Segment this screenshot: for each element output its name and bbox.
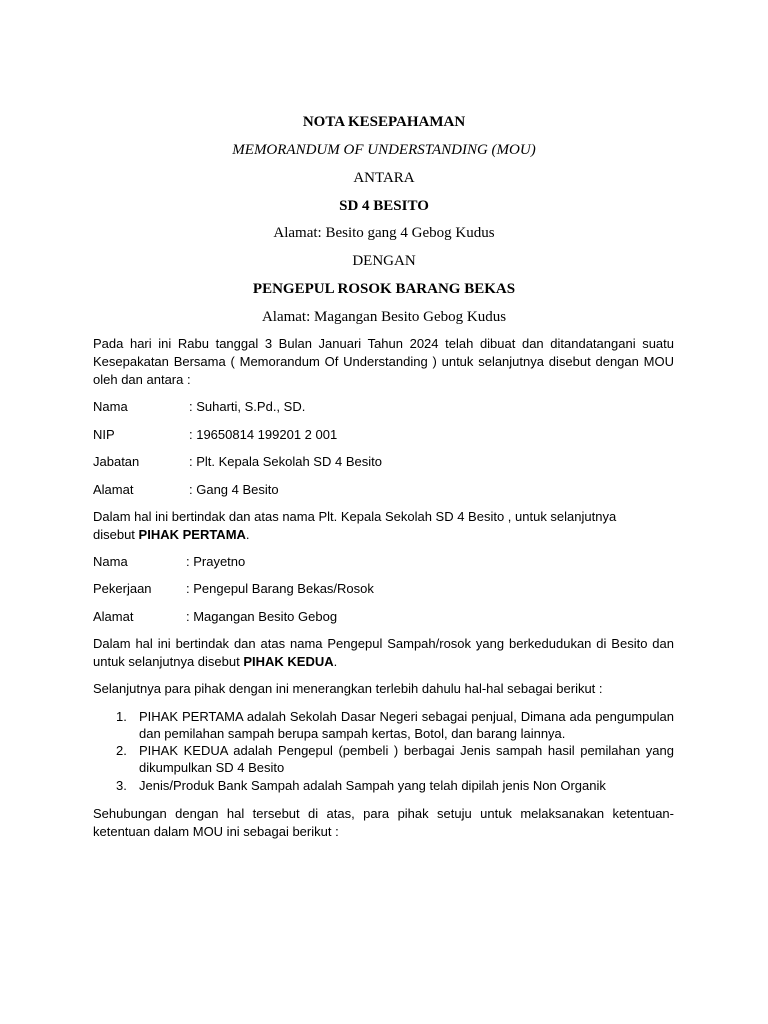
doc-title: NOTA KESEPAHAMAN [302, 114, 466, 130]
field-label: Alamat [93, 609, 134, 624]
field-label: Pekerjaan [93, 581, 152, 596]
field-value: : Magangan Besito Gebog [186, 609, 338, 624]
pihak2-field-nama [93, 553, 245, 570]
dengan-label: DENGAN [352, 253, 416, 269]
field-label: Jabatan [93, 454, 140, 469]
intro-line-2: Kesepakatan Bersama ( Memorandum Of Understanding ) untuk selanjutnya disebut dengan MOU [93, 354, 674, 369]
field-value: : Pengepul Barang Bekas/Rosok [186, 581, 374, 596]
pihak1-field-nama [93, 398, 305, 415]
list-item-3-line-1: Jenis/Produk Bank Sampah adalah Sampah yang telah dipilah jenis Non Organik [139, 778, 606, 793]
field-value: : Gang 4 Besito [189, 482, 279, 497]
closing-line-2: ketentuan dalam MOU ini sebagai berikut : [93, 824, 339, 839]
pihak1-field-alamat [93, 481, 279, 498]
field-label: Nama [93, 554, 128, 569]
party2-address: Alamat: Magangan Besito Gebog Kudus [261, 309, 507, 325]
statement-text: . [245, 527, 250, 542]
pihak1-field-jabatan [93, 453, 382, 470]
pihak1-statement-line-1: Dalam hal ini bertindak dan atas nama Plt. Kepala Sekolah SD 4 Besito , untuk selanjutnya [93, 509, 617, 524]
list-number: 2. [116, 743, 127, 758]
pihak2-field-alamat [93, 608, 337, 625]
party1-heading: SD 4 BESITO [339, 198, 429, 214]
intro-line-1: Pada hari ini Rabu tanggal 3 Bulan Januari Tahun 2024 telah dibuat dan ditandatangani suatu [93, 336, 674, 351]
explain-paragraph: Selanjutnya para pihak dengan ini menerangkan terlebih dahulu hal-hal sebagai berikut : [93, 681, 603, 696]
doc-subtitle: MEMORANDUM OF UNDERSTANDING (MOU) [232, 142, 536, 158]
party2-heading: PENGEPUL ROSOK BARANG BEKAS [252, 281, 516, 297]
field-value: : Prayetno [186, 554, 246, 569]
pihak2-field-pekerjaan [93, 580, 374, 597]
pihak2-statement-line-1: Dalam hal ini bertindak dan atas nama Pengepul Sampah/rosok yang berkedudukan di Besito dan [93, 636, 674, 651]
pihak1-field-nip [93, 426, 337, 443]
list-number: 1. [116, 709, 127, 724]
field-value: : Suharti, S.Pd., SD. [189, 399, 306, 414]
list-item-2-line-2: dikumpulkan SD 4 Besito [139, 760, 285, 775]
field-value: : Plt. Kepala Sekolah SD 4 Besito [189, 454, 382, 469]
field-label: Nama [93, 399, 128, 414]
statement-text: . [333, 654, 338, 669]
list-item-1-line-2: dan pemilahan sampah berupa sampah kertas, Botol, dan barang lainnya. [139, 726, 566, 741]
intro-line-3: oleh dan antara : [93, 372, 191, 387]
field-label: Alamat [93, 482, 134, 497]
pihak2-statement-line-2 [93, 653, 674, 671]
party1-address: Alamat: Besito gang 4 Gebog Kudus [273, 225, 495, 241]
pihak-pertama-label: PIHAK PERTAMA [138, 527, 246, 542]
statement-text: disebut [93, 527, 139, 542]
pihak-kedua-label: PIHAK KEDUA [243, 654, 334, 669]
field-value: : 19650814 199201 2 001 [189, 427, 338, 442]
field-label: NIP [93, 427, 115, 442]
list-item-1-line-1: PIHAK PERTAMA adalah Sekolah Dasar Negeri sebagai penjual, Dimana ada pengumpulan [139, 709, 674, 724]
closing-line-1: Sehubungan dengan hal tersebut di atas, para pihak setuju untuk melaksanakan ketentuan- [93, 806, 674, 821]
list-item-2-line-1: PIHAK KEDUA adalah Pengepul (pembeli ) berbagai Jenis sampah hasil pemilahan yang [139, 743, 674, 758]
pihak1-statement-line-2 [93, 526, 674, 544]
antara-label: ANTARA [353, 170, 415, 186]
statement-text: untuk selanjutnya disebut [93, 654, 244, 669]
list-number: 3. [116, 778, 127, 793]
